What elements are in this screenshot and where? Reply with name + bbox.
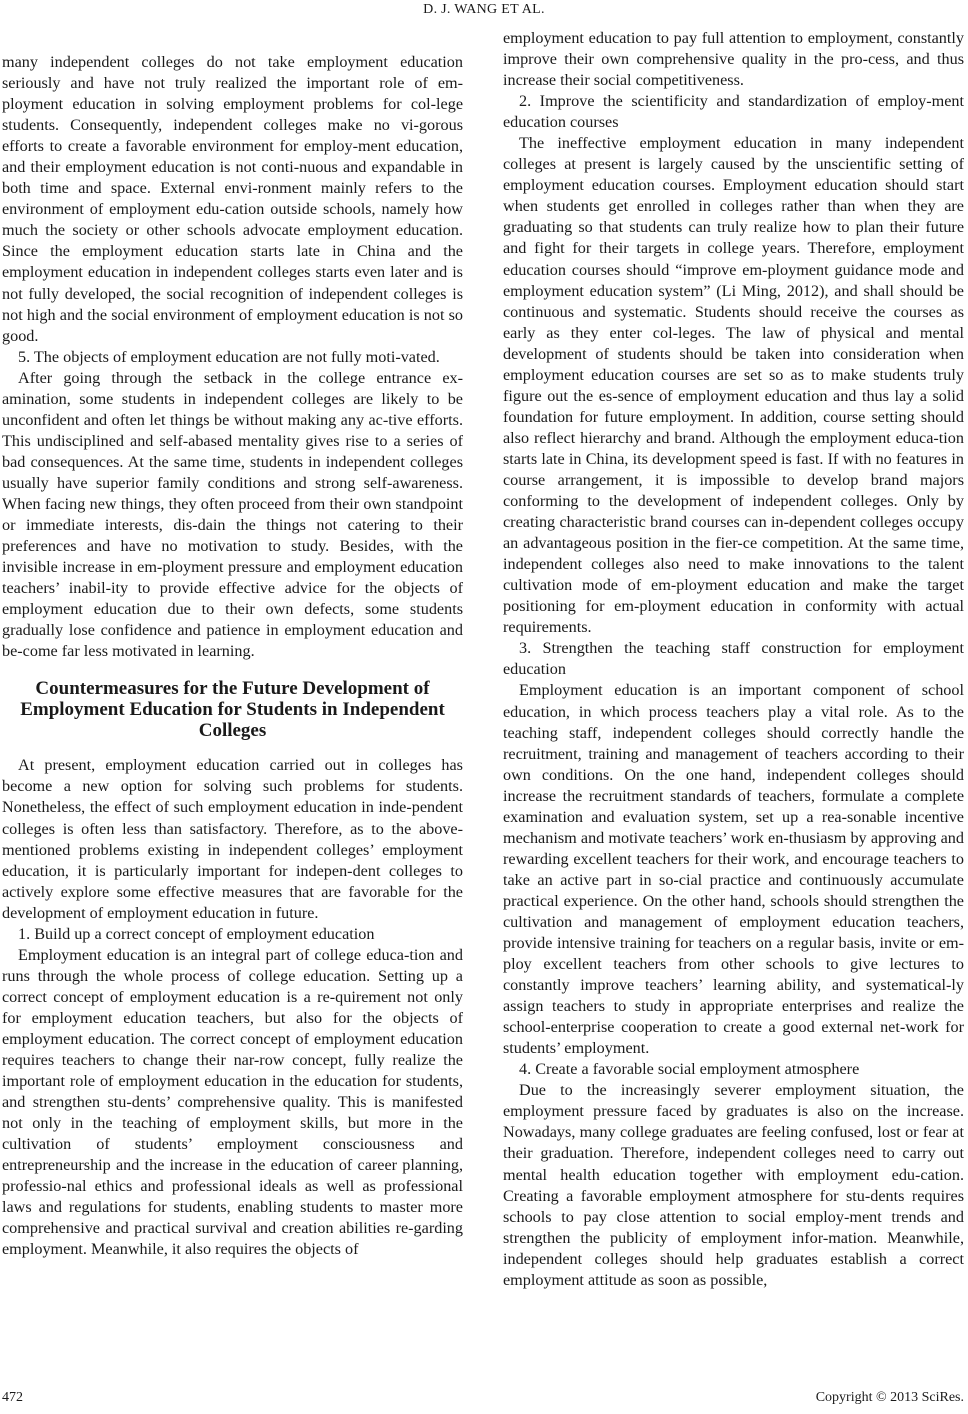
body-paragraph: employment education to pay full attention to employment, constantly improve their own comprehensive quality in the pro-cess, and thus increase their social competitiveness.: [503, 29, 964, 90]
list-item-heading: 2. Improve the scientificity and standardization of employ-ment education courses: [503, 92, 964, 132]
body-paragraph: After going through the setback in the college entrance ex-amination, some students in independent colleges are likely to be unconfident and often let things be without making any ac-tive efforts. This undisciplined and self-abased mentality gives rise to a series of bad consequences. At the same time, students in independent colleges usually have superior family conditions and strong self-awareness. When facing new things, they often proceed from their own standpoint or immediate interests, dis-dain the things not catering to their preferences and have no motivation to study. Besides, with the invisible increase in em-ployment pressure and employment education teachers’ inabil-ity to provide effective advice for the objects of employment education due to their own defects, some students gradually lose confidence and patience in employment education and be-come far less motivated in learning.: [2, 368, 463, 661]
list-item-heading: 4. Create a favorable social employment atmosphere: [519, 1060, 860, 1079]
list-item-heading: 3. Strengthen the teaching staff construction for employment education: [503, 639, 964, 679]
list-item-heading: 1. Build up a correct concept of employment education: [18, 924, 375, 943]
list-item-heading: 5. The objects of employment education are not fully moti-vated.: [18, 347, 440, 366]
body-paragraph: Employment education is an important component of school education, in which process teachers play a vital role. As to the teaching staff, independent colleges should correctly handle the recruitment, training and management of teachers according to their own conditions. On the one hand, independent colleges should increase the recruitment standards of teachers, formulate a complete examination and evaluation system, set up a rea-sonable incentive mechanism and motivate teachers’ work en-thusiasm by approving and rewarding excellent teachers for their work, and encourage teachers to take an active part in so-cial practice and continuously accumulate practical experience. On the other hand, schools should strengthen the cultivation and management of employment education teachers, provide intensive training for teachers on a regular basis, invite or em-ploy excellent teachers from other schools to give lectures to constantly improve teachers’ learning ability, and systematical-ly assign teachers to study in appropriate enterprises and realize the school-enterprise cooperation to create a good external net-work for students’ employment.: [503, 681, 964, 1058]
page-number: 472: [2, 1390, 23, 1405]
body-paragraph: Due to the increasingly severer employment situation, the employment pressure faced by graduates is also on the increase. Nowadays, many college graduates are feeling confused, lost or fear at their graduation. Therefore, independent colleges need to carry out mental health education together with employment edu-cation. Creating a favorable employment atmosphere for stu-dents requires schools to pay close attention to social employ-ment trends and strengthen the publicity of employment infor-mation. Meanwhile, independent colleges should help graduates establish a correct employment attitude as soon as possible,: [503, 1081, 964, 1289]
section-heading: Countermeasures for the Future Development of Employment Education for Students in Independent Colleges: [20, 678, 445, 742]
body-paragraph: Employment education is an integral part of college educa-tion and runs through the whole process of college education. Setting up a correct concept of employment education is a re-quirement not only for employment education teachers, but also for the objects of employment education. The correct concept of employment education requires teachers to change their nar-row concept, fully realize the important role of employment education in the education for students, and strengthen stu-dents’ comprehensive quality. This is manifested not only in the teaching of employment skills, but more in the cultivation of students’ employment consciousness and entrepreneurship and the increase in the education of career planning, professio-nal ethics and professional ideals as well as professional laws and regulations for students, enabling students to master more comprehensive and practical survival and creation abilities re-garding employment. Meanwhile, it also requires the objects of: [2, 945, 463, 1259]
copyright-notice: Copyright © 2013 SciRes.: [815, 1390, 964, 1405]
body-paragraph: many independent colleges do not take employment education seriously and have not truly realized the important role of em-ployment education in solving employment problems for col-lege students. Consequently, independent colleges make no vi-gorous efforts to create a favorable environment for employ-ment education, and their employment education is not conti-nuous and expandable in both time and space. External envi-ronment mainly refers to the environment of employment edu-cation outside schools, namely how much the society or other schools advocate employment education. Since the employment education starts late in China and the employment education in independent colleges starts even later and is not fully developed, the social recognition of independent colleges is not high and the social environment of employment education is not so good.: [2, 53, 463, 345]
running-head: D. J. WANG ET AL.: [423, 2, 545, 17]
left-column: [2, 52, 463, 1260]
body-paragraph: The ineffective employment education in many independent colleges at present is largely caused by the unscientific setting of employment education courses. Employment education should start when students get enrolled in colleges rather than when they are graduating so that students can truly realize how to plan their future and fight for their targets in college years. Therefore, employment education courses should “improve em-ployment guidance mode and employment education system” (Li Ming, 2012), and shall should be continuous and systematic. Students should receive the courses as early as they enter col-leges. The law of physical and mental development of students should be taken into consideration when employment education courses are set so as to make students truly figure out the es-sence of employment education and thus lay a solid foundation for future employment. In addition, course setting should also reflect hierarchy and brand. Although the employment educa-tion starts late in China, its development speed is fast. If with no features in course arrangement, it is impossible to develop brand majors conforming to the development of independent colleges. Only by creating characteristic brand courses can in-dependent colleges occupy an advantageous position in the fier-ce competition. At the same time, independent colleges also need to make innovations to the talent cultivation mode of em-ployment education and make the target positioning for em-ployment education in conformity with actual requirements.: [503, 134, 964, 637]
right-column: [503, 28, 964, 1291]
body-paragraph: At present, employment education carried out in colleges has become a new option for solving such problems for students. Nonetheless, the effect of such employment education in inde-pendent colleges is often less than satisfactory. Therefore, as to the above-mentioned problems existing in independent colleges’ employment education, it is particularly important for indepen-dent colleges to actively explore some effective measures that are favorable for the development of employment education in future.: [2, 756, 463, 922]
